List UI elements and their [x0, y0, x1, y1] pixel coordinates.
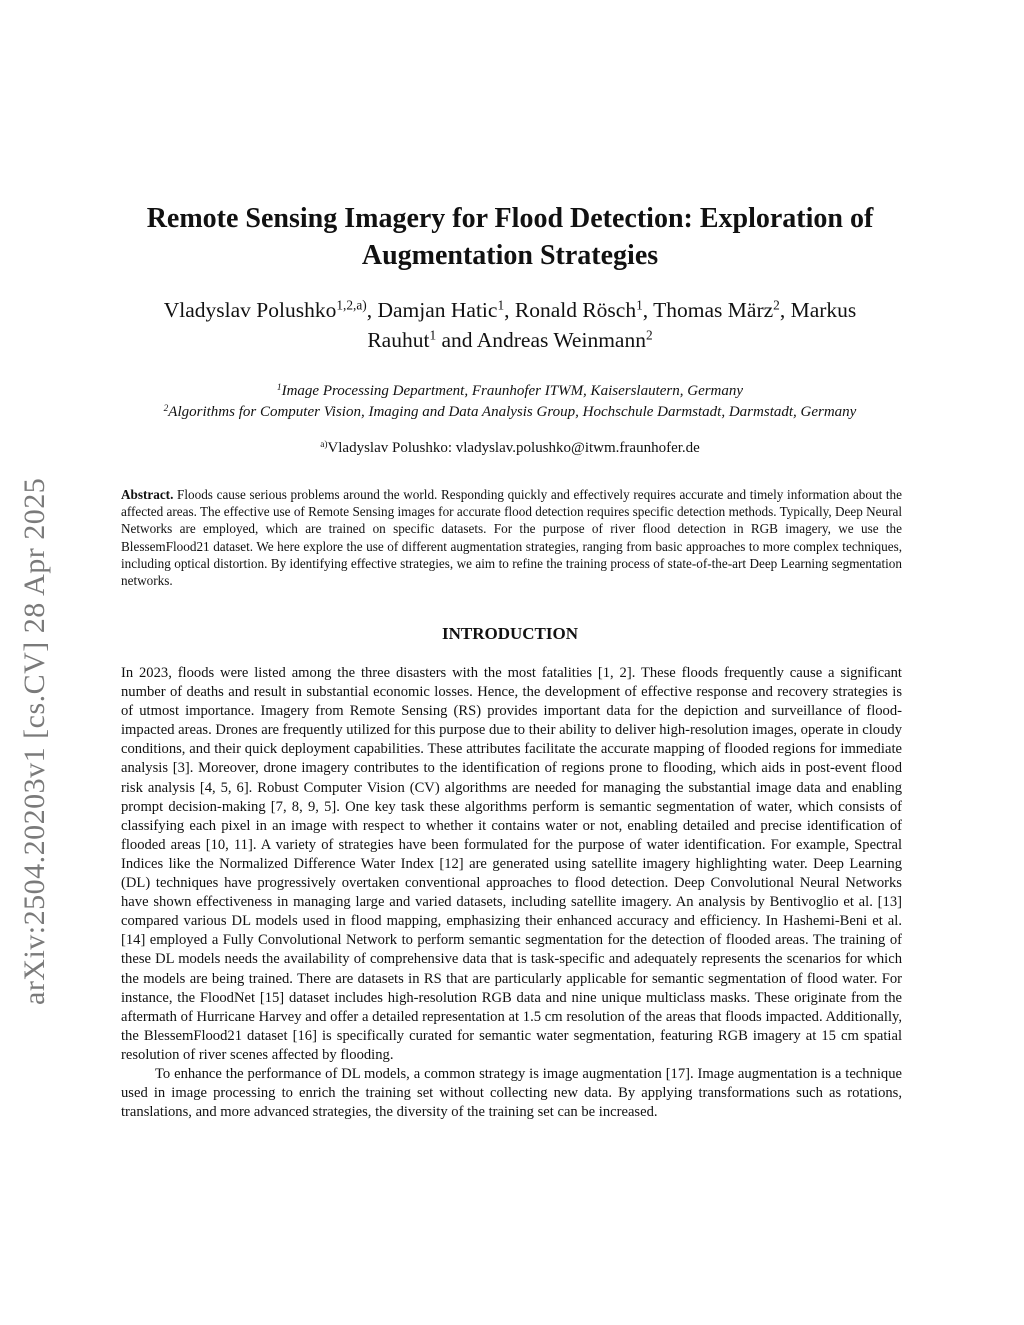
affiliation-marker: 2 — [163, 403, 169, 414]
affiliation-text: Algorithms for Computer Vision, Imaging and Data Analysis Group, Hochschule Darmstadt, Darmstadt, Germany — [168, 404, 857, 420]
author-separator: , — [642, 298, 654, 322]
author-affiliation-marker: 1 — [429, 327, 437, 343]
author-name: Andreas Weinmann — [476, 328, 646, 352]
affiliation-list — [100, 381, 920, 423]
author-affiliation-marker: 2 — [773, 297, 780, 313]
arxiv-identifier-stamp: arXiv:2504.20203v1 [cs.CV] 28 Apr 2025 — [18, 477, 51, 1005]
corresponding-email: Vladyslav Polushko: vladyslav.polushko@itwm.fraunhofer.de — [327, 440, 700, 456]
section-heading-introduction: INTRODUCTION — [441, 624, 579, 643]
corresponding-marker: a) — [320, 439, 328, 450]
abstract-text: Floods cause serious problems around the world. Responding quickly and effectively requires accurate and timely information about the affected areas. The effective use of Remote Sensing images for accurate flood detection requires specific detection methods. Typically, Deep Neural Networks are employed, which are trained on specific datasets. For the purpose of river flood detection in RGB imagery, we use the BlessemFlood21 dataset. We here explore the use of different augmentation strategies, ranging from basic approaches to more complex techniques, including optical distortion. By identifying effective strategies, we aim to refine the training process of state-of-the-art Deep Learning segmentation networks. — [121, 487, 903, 589]
author-separator: , — [366, 298, 378, 322]
affiliation-text: Image Processing Department, Fraunhofer ITWM, Kaiserslautern, Germany — [281, 383, 744, 399]
abstract-label: Abstract. — [121, 487, 174, 502]
affiliation-2 — [100, 402, 920, 423]
paper-title-line-1: Remote Sensing Imagery for Flood Detection: Exploration of — [146, 203, 874, 234]
author-affiliation-marker: 1 — [497, 297, 505, 313]
corresponding-author — [110, 438, 910, 458]
introduction-body — [121, 664, 902, 1122]
author-separator: , — [504, 298, 515, 322]
paper-title-line-2: Augmentation Strategies — [361, 240, 659, 271]
paragraph: To enhance the performance of DL models, a common strategy is image augmentation [17]. Image augmentation is a technique used in image processing to enrich the training set without collecting new data. By applying transformations such as rotations, translations, and more advanced strategies, the diversity of the training set can be increased. — [121, 1065, 902, 1121]
author-affiliation-marker: 1 — [636, 297, 643, 313]
author-name: Damjan Hatic — [377, 298, 498, 322]
author-name: Vladyslav Polushko — [163, 298, 337, 322]
author-separator: and — [436, 328, 477, 352]
author-affiliation-marker: 2 — [645, 327, 653, 343]
affiliation-marker: 1 — [276, 382, 282, 393]
affiliation-1 — [100, 381, 920, 402]
author-list — [110, 295, 910, 355]
paragraph: In 2023, floods were listed among the three disasters with the most fatalities [1, 2]. These floods frequently cause a significant number of deaths and result in substantial economic losses. Hence, the development of effective response and recovery strategies is of utmost importance. Imagery from Remote Sensing (RS) provides important data for the depiction and surveillance of flood-impacted areas. Drones are frequently utilized for this purpose due to their ability to deliver high-resolution images, operate in cloudy conditions, and their quick deployment capabilities. These attributes facilitate the accurate mapping of flooded regions for immediate analysis [3]. Moreover, drone imagery contributes to the identification of regions prone to flooding, which aids in post-event flood risk analysis [4, 5, 6]. Robust Computer Vision (CV) algorithms are needed for managing the substantial image data and enabling prompt decision-making [7, 8, 9, 5]. One key task these algorithms perform is semantic segmentation of water, which consists of classifying each pixel in an image with respect to whether it contains water or not, enabling detailed and precise identification of flooded areas [10, 11]. A variety of strategies have been formulated for the purpose of water identification. For example, Spectral Indices like the Normalized Difference Water Index [12] are generated using satellite imagery highlighting water. Deep Learning (DL) techniques have progressively overtaken conventional approaches to flood detection. Deep Convolutional Neural Networks have shown effectiveness in managing large and varied datasets, including satellite imagery. An analysis by Bentivoglio et al. [13] compared various DL models used in flood mapping, emphasizing their enhanced accuracy and efficiency. In Hashemi-Beni et al. [14] employed a Fully Convolutional Network to perform semantic segmentation for the detection of flooded areas. The training of these DL models needs the availability of comprehensive data that is task-specific and adequately represents the scenarios for which the models are being trained. There are datasets in RS that are particularly applicable for semantic segmentation of flood water. For instance, the FloodNet [15] dataset includes high-resolution RGB data and nine unique multiclass masks. These originate from the aftermath of Hurricane Harvey and offer a detailed representation at 1.5 cm resolution of the areas that floods impacted. Additionally, the BlessemFlood21 dataset [16] is specifically curated for semantic water segmentation, featuring RGB imagery at 15 cm spatial resolution of river scenes affected by flooding. — [121, 665, 902, 1063]
author-separator: , Markus — [779, 298, 857, 322]
author-affiliation-marker: 1,2,a) — [336, 297, 367, 313]
author-name: Rauhut — [367, 328, 430, 352]
paper-title — [110, 200, 910, 274]
author-name: Ronald Rösch — [514, 298, 637, 322]
author-name: Thomas März — [653, 298, 774, 322]
abstract — [121, 486, 902, 589]
author-line-2 — [110, 325, 910, 355]
author-line-1 — [110, 295, 910, 325]
